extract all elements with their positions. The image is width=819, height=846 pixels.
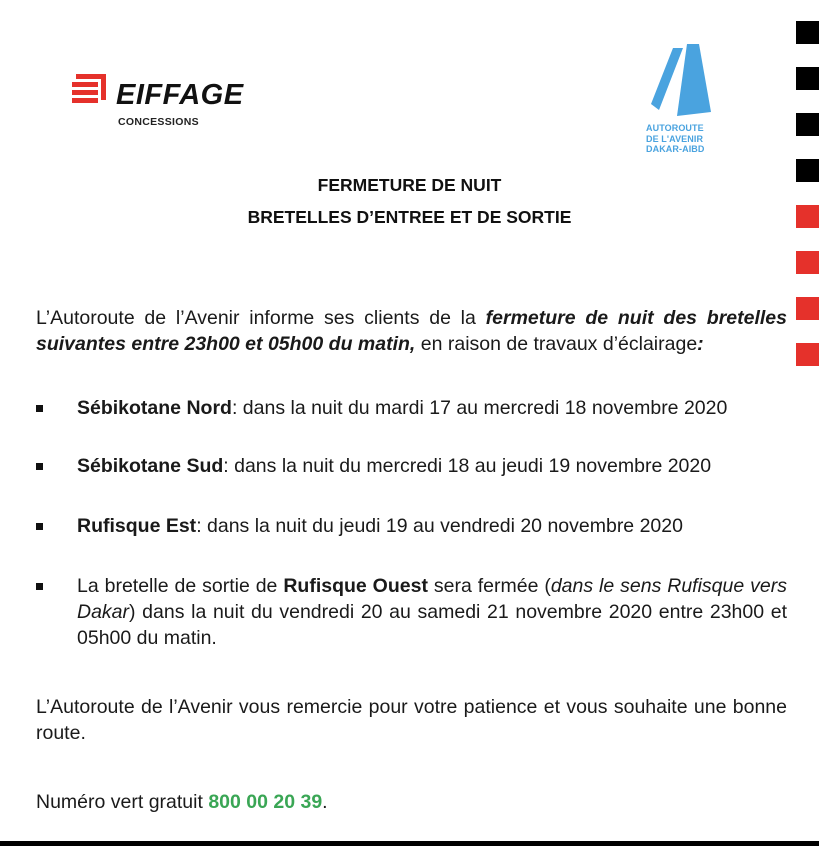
road-mark-icon [647,42,713,118]
ramp-name: Rufisque Ouest [283,575,428,597]
eiffage-mark-icon [72,74,106,106]
intro-colon: : [697,333,704,355]
closure-detail: : dans la nuit du mercredi 18 au jeudi 19 novembre 2020 [223,455,712,477]
ramp-name: Sébikotane Nord [77,397,232,419]
autoroute-line1: AUTOROUTE [646,123,704,133]
page-subtitle: BRETELLES D’ENTREE ET DE SORTIE [247,207,572,227]
closure-direction: dans le sens Rufisque vers Dakar [77,575,787,623]
closure-detail: ) dans la nuit du vendredi 20 au samedi 21 novembre 2020 entre 23h00 et 05h00 du matin. [77,601,787,649]
contact-line [36,789,787,815]
bullet-icon [36,463,43,470]
contact-label: Numéro vert gratuit [36,791,209,813]
decor-square-black [796,113,819,136]
ramp-name: Sébikotane Sud [77,455,224,477]
decor-square-red [796,251,819,274]
decor-square-red [796,343,819,366]
eiffage-subtitle: CONCESSIONS [118,116,199,128]
autoroute-wordmark [646,123,705,155]
bullet-icon [36,405,43,412]
closure-detail: : dans la nuit du jeudi 19 au vendredi 20 novembre 2020 [196,515,683,537]
closure-detail: : dans la nuit du mardi 17 au mercredi 18 novembre 2020 [231,397,728,419]
intro-emphasis: fermeture de nuit des bretelles suivantes entre 23h00 et 05h00 du matin, [36,307,787,355]
autoroute-logo [645,42,720,157]
eiffage-wordmark: EIFFAGE [116,79,244,111]
closure-prefix: La bretelle de sortie de [77,575,284,597]
bottom-border [0,841,819,846]
decor-square-red [796,297,819,320]
eiffage-logo [72,74,252,134]
autoroute-line3: DAKAR-AIBD [646,144,705,154]
decor-square-black [796,21,819,44]
bullet-icon [36,523,43,530]
phone-number[interactable]: 800 00 20 39 [208,791,323,813]
intro-paragraph [36,305,787,357]
intro-text-end: en raison de travaux d’éclairage [415,333,698,355]
intro-text: L’Autoroute de l’Avenir informe ses clients de la [36,307,486,329]
autoroute-line2: DE L'AVENIR [646,133,704,144]
bullet-icon [36,583,43,590]
ramp-name: Rufisque Est [77,515,197,537]
thanks-paragraph: L’Autoroute de l’Avenir vous remercie pour votre patience et vous souhaite une bonne route. [36,696,787,744]
decor-square-black [796,67,819,90]
contact-suffix: . [322,791,328,813]
closure-middle: sera fermée ( [427,575,551,597]
page-title: FERMETURE DE NUIT [317,175,502,195]
